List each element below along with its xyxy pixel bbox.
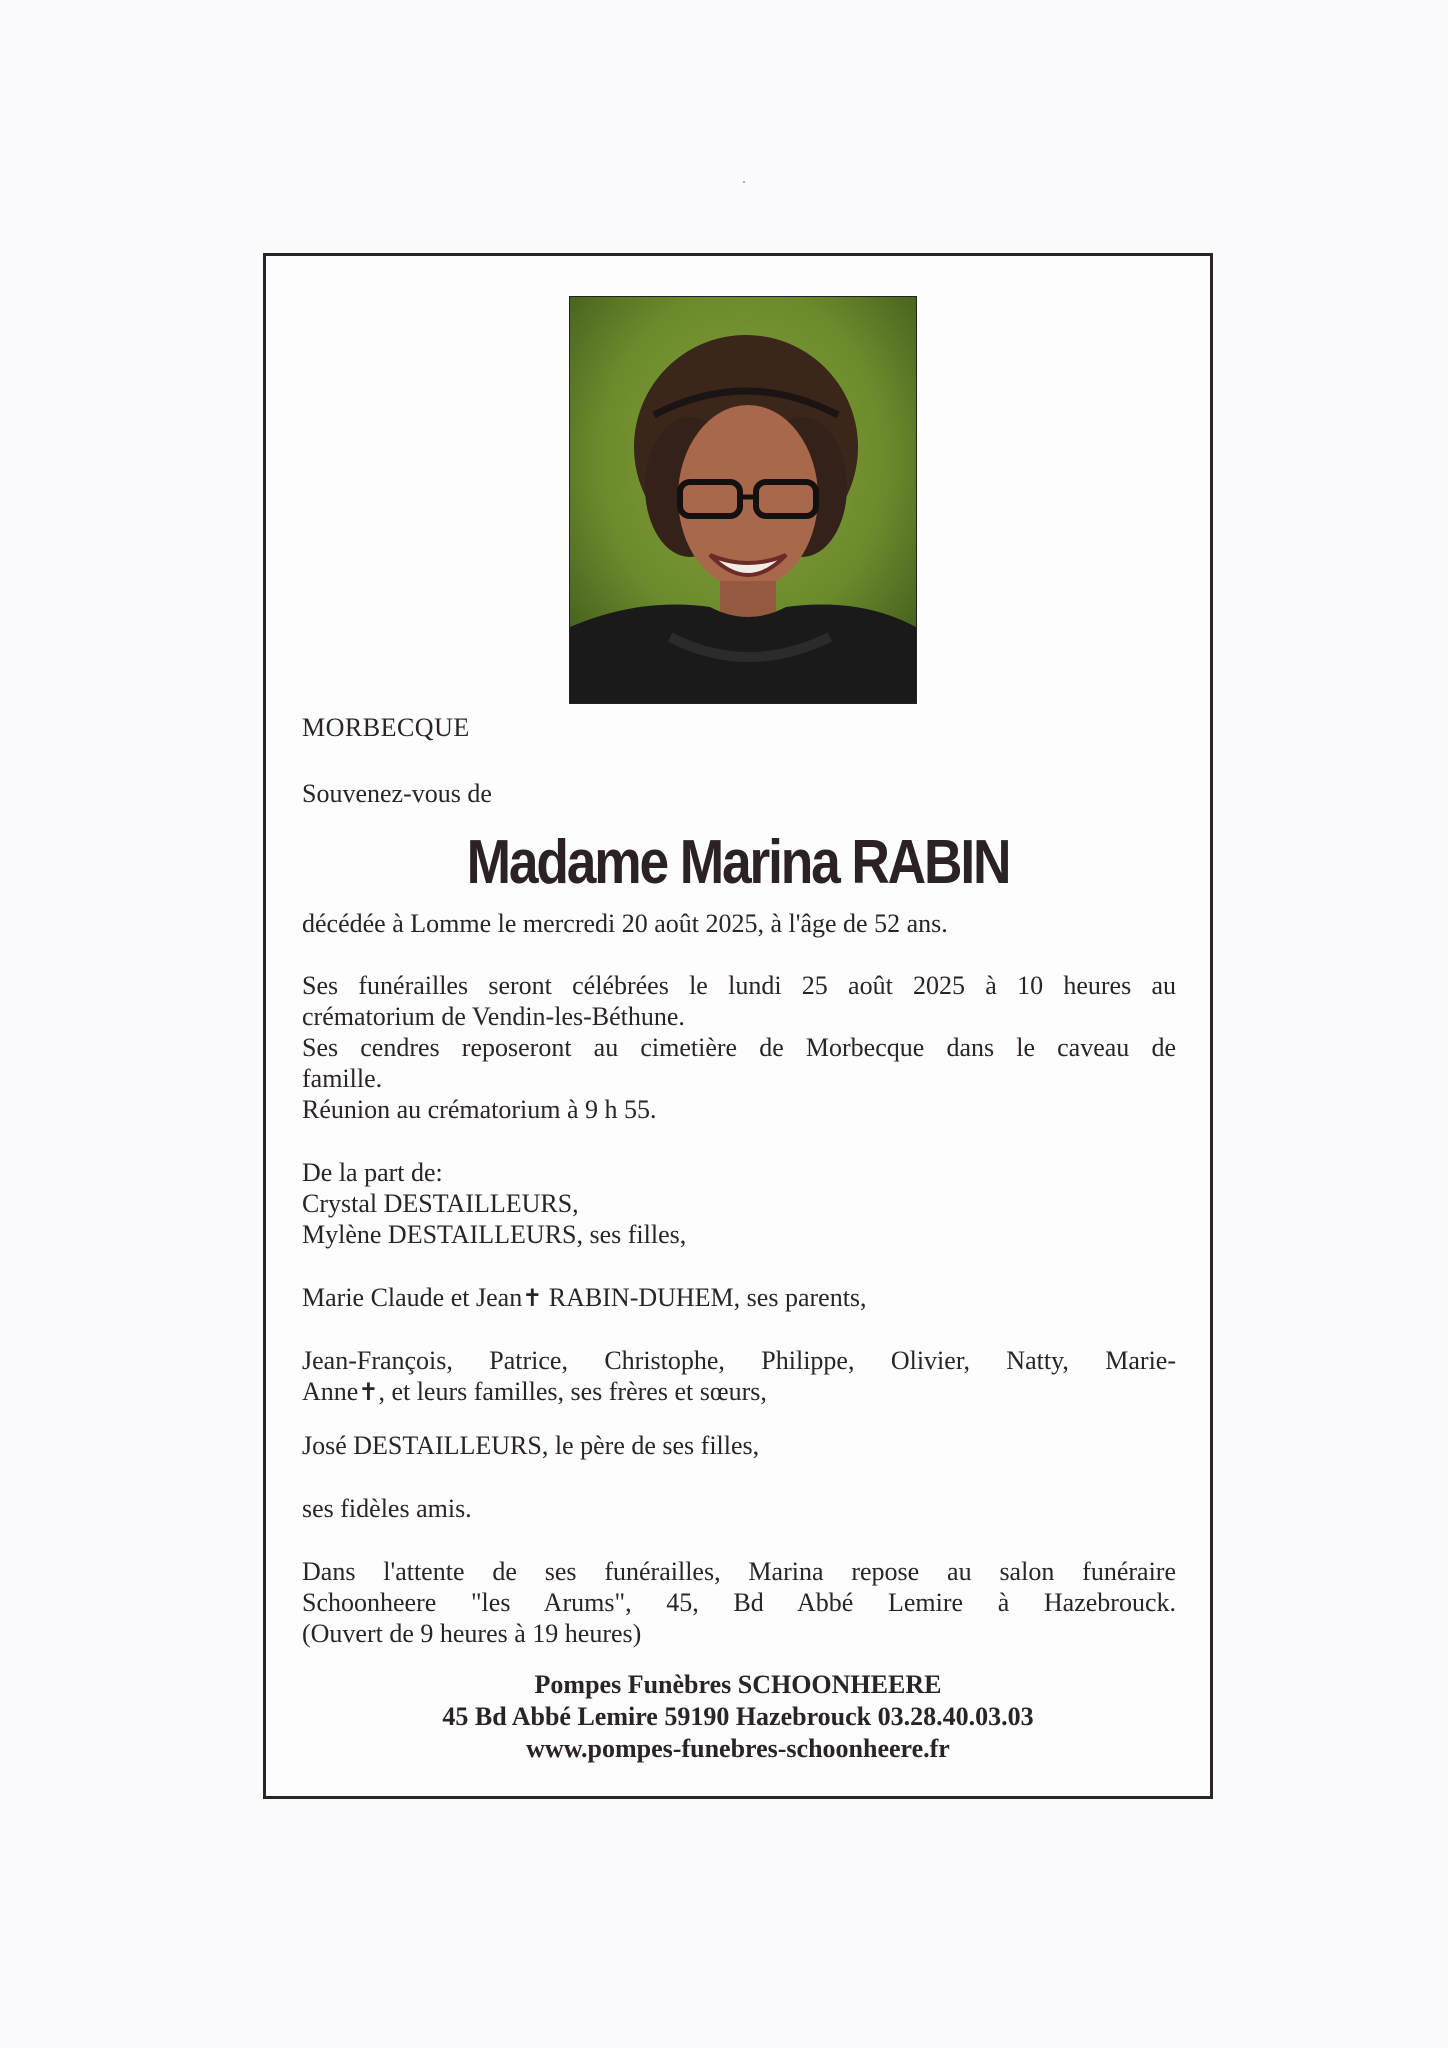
father-line: José DESTAILLEURS, le père de ses filles,: [302, 1431, 760, 1460]
funeral-line-1: Ses funérailles seront célébrées le lundi 25 août 2025 à 10 heures au: [302, 971, 1176, 1000]
obituary-card: [263, 253, 1213, 1799]
portrait-photo: [569, 296, 917, 704]
funeral-line-2: crématorium de Vendin-les-Béthune.: [302, 1002, 685, 1031]
daughter-1: Crystal DESTAILLEURS,: [302, 1189, 579, 1218]
parents-names: Marie Claude et Jean: [302, 1283, 523, 1312]
siblings-line-1: Jean-François, Patrice, Christophe, Philippe, Olivier, Natty, Marie-: [302, 1346, 1176, 1375]
funeral-line-4: famille.: [302, 1064, 383, 1093]
intro-text: Souvenez-vous de: [302, 779, 492, 808]
funeral-home-name: Pompes Funèbres SCHOONHEERE: [534, 1670, 942, 1699]
siblings-line-2: [302, 1376, 1176, 1408]
daughter-2: Mylène DESTAILLEURS, ses filles,: [302, 1220, 687, 1249]
funeral-line-3: Ses cendres reposeront au cimetière de Morbecque dans le caveau de: [302, 1033, 1176, 1062]
funeral-details: [302, 970, 1176, 1125]
siblings-suffix: , et leurs familles, ses frères et sœurs,: [378, 1377, 767, 1406]
rest-details: [302, 1556, 1176, 1649]
deceased-name: Madame Marina RABIN: [466, 828, 1010, 897]
rest-line-1: Dans l'attente de ses funérailles, Marina repose au salon funéraire: [302, 1557, 1176, 1586]
funeral-home-website[interactable]: www.pompes-funebres-schoonheere.fr: [526, 1734, 950, 1763]
parents-line: [302, 1282, 1176, 1314]
funeral-home-footer: [266, 1669, 1210, 1765]
cross-icon: ✝: [522, 1284, 543, 1312]
from-heading: De la part de:: [302, 1158, 443, 1187]
funeral-line-5: Réunion au crématorium à 9 h 55.: [302, 1095, 657, 1124]
sibling-name: Anne: [302, 1377, 359, 1406]
cross-icon: ✝: [358, 1378, 379, 1406]
funeral-home-address: 45 Bd Abbé Lemire 59190 Hazebrouck 03.28.40.03.03: [442, 1702, 1034, 1731]
parents-suffix: RABIN-DUHEM, ses parents,: [542, 1283, 867, 1312]
city-name: MORBECQUE: [302, 713, 470, 742]
friends-line: ses fidèles amis.: [302, 1494, 472, 1523]
rest-line-2: Schoonheere "les Arums", 45, Bd Abbé Lemire à Hazebrouck.: [302, 1588, 1176, 1617]
family-section: [302, 1157, 1176, 1250]
death-notice: décédée à Lomme le mercredi 20 août 2025, à l'âge de 52 ans.: [302, 909, 948, 938]
portrait-illustration: [570, 297, 916, 703]
rest-line-3: (Ouvert de 9 heures à 19 heures): [302, 1619, 642, 1648]
siblings-section: [302, 1345, 1176, 1408]
